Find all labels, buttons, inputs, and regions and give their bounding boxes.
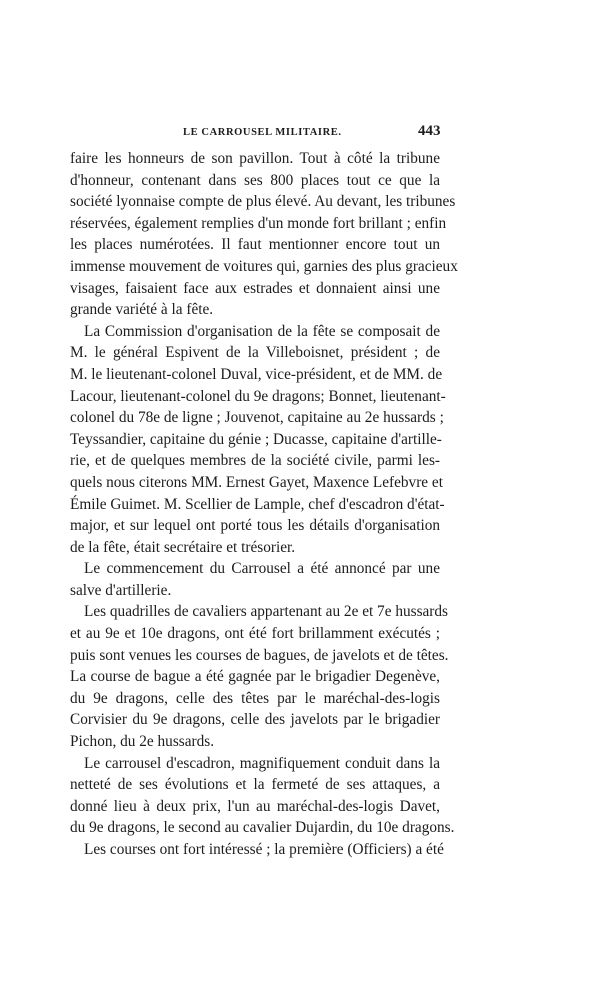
text-line: visages, faisaient face aux estrades et donnaient ainsi une — [70, 279, 440, 297]
text-line: Émile Guimet. M. Scellier de Lample, chef d'escadron d'état- — [70, 495, 445, 513]
text-line: de la fête, était secrétaire et trésorier. — [70, 538, 296, 556]
text-line: La course de bague a été gagnée par le brigadier Degenève, — [70, 668, 440, 686]
text-line: quels nous citerons MM. Ernest Gayet, Maxence Lefebvre et — [70, 473, 443, 491]
text-line: M. le lieutenant-colonel Duval, vice-président, et de MM. de — [70, 365, 443, 383]
text-line: immense mouvement de voitures qui, garnies des plus gracieux — [70, 257, 458, 275]
text-line: les places numérotées. Il faut mentionner encore tout un — [70, 236, 440, 254]
text-line: du 9e dragons, celle des têtes par le maréchal-des-logis — [70, 689, 440, 707]
text-line: grande variété à la fête. — [70, 301, 214, 319]
text-line: Pichon, du 2e hussards. — [70, 733, 215, 751]
page-number: 443 — [418, 123, 441, 139]
text-line: Lacour, lieutenant-colonel du 9e dragons; Bonnet, lieutenant- — [70, 387, 446, 405]
text-line: Teyssandier, capitaine du génie ; Ducasse, capitaine d'artille- — [70, 430, 442, 448]
text-line: réservées, également remplies d'un monde fort brillant ; enfin — [70, 214, 447, 232]
text-line: M. le général Espivent de la Villeboisnet, président ; de — [70, 344, 440, 362]
text-line: rie, et de quelques membres de la société civile, parmi les- — [70, 452, 440, 470]
text-line: colonel du 78e de ligne ; Jouvenot, capitaine au 2e hussards ; — [70, 409, 444, 427]
text-line: Le carrousel d'escadron, magnifiquement conduit dans la — [84, 754, 440, 772]
text-line: puis sont venues les courses de bagues, de javelots et de têtes. — [70, 646, 449, 664]
text-line: et au 9e et 10e dragons, ont été fort brillamment exécutés ; — [70, 625, 440, 643]
text-line: Les quadrilles de cavaliers appartenant au 2e et 7e hussards — [84, 603, 449, 621]
text-line: Le commencement du Carrousel a été annoncé par une — [84, 560, 440, 578]
text-line: donné lieu à deux prix, l'un au maréchal-des-logis Davet, — [70, 797, 440, 815]
text-line: d'honneur, contenant dans ses 800 places tout ce que la — [70, 171, 440, 189]
text-line: La Commission d'organisation de la fête se composait de — [84, 322, 440, 340]
text-line: faire les honneurs de son pavillon. Tout à côté la tribune — [70, 150, 440, 167]
text-line: major, et sur lequel ont porté tous les détails d'organisation — [70, 517, 440, 535]
running-title: LE CARROUSEL MILITAIRE. — [183, 127, 342, 138]
text-line: société lyonnaise compte de plus élevé. Au devant, les tribunes — [70, 193, 456, 211]
text-line: salve d'artillerie. — [70, 581, 172, 599]
text-line: Corvisier du 9e dragons, celle des javelots par le brigadier — [70, 711, 440, 729]
text-line: netteté de ses évolutions et la fermeté de ses attaques, a — [70, 776, 440, 794]
body-text — [70, 148, 458, 861]
running-head — [70, 123, 450, 143]
text-line: Les courses ont fort intéressé ; la première (Officiers) a été — [84, 841, 444, 858]
text-line: du 9e dragons, le second au cavalier Dujardin, du 10e dragons. — [70, 819, 455, 837]
